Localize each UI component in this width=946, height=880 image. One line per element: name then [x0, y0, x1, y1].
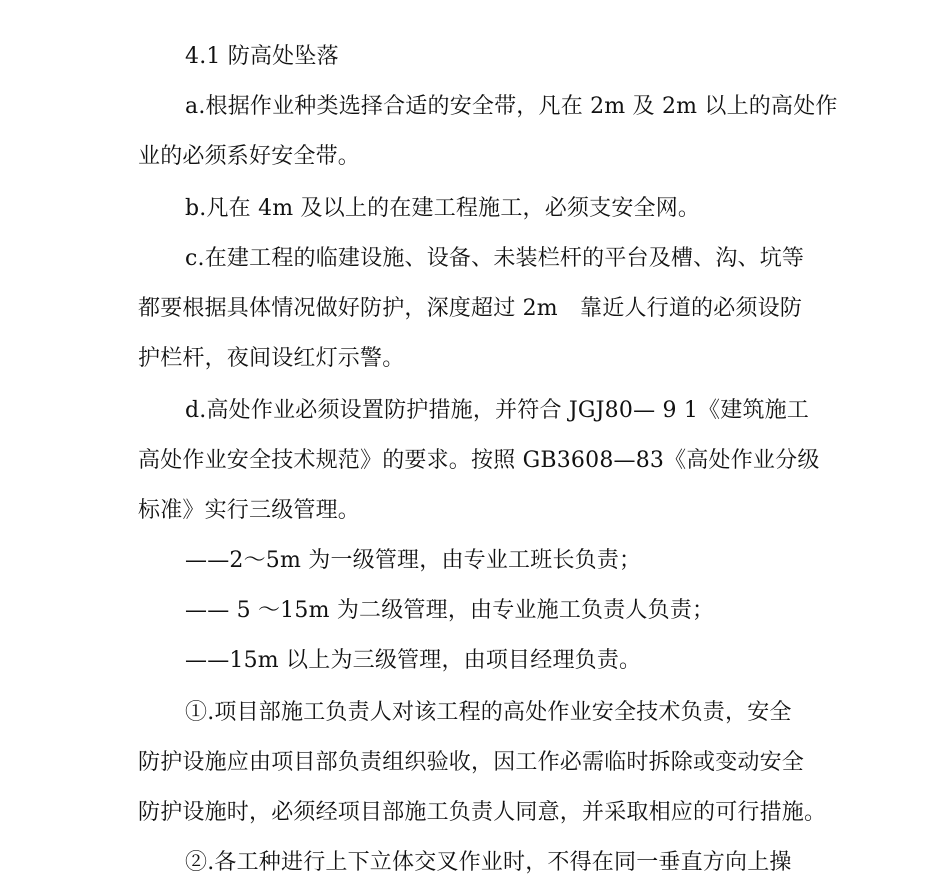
paragraph-line: 高处作业安全技术规范》的要求。按照 GB3608—83《高处作业分级 [138, 448, 820, 473]
list-item: ——2～5m 为一级管理，由专业工班长负责； [185, 548, 642, 573]
paragraph-line: 防护设施时，必须经项目部施工负责人同意，并采取相应的可行措施。 [138, 800, 827, 825]
paragraph-line: 标准》实行三级管理。 [138, 498, 361, 523]
paragraph-line: c.在建工程的临建设施、设备、未装栏杆的平台及槽、沟、坑等 [185, 246, 805, 271]
paragraph-line: d.高处作业必须设置防护措施，并符合 JGJ80— 9 1《建筑施工 [185, 398, 810, 423]
paragraph-line: 都要根据具体情况做好防护，深度超过 2m 靠近人行道的必须设防 [138, 296, 803, 321]
section-heading: 4.1 防高处坠落 [185, 44, 339, 69]
list-item: —— 5 ～15m 为二级管理，由专业施工负责人负责； [185, 598, 715, 623]
paragraph-line: ①.项目部施工负责人对该工程的高处作业安全技术负责，安全 [185, 700, 792, 725]
paragraph-line: a.根据作业种类选择合适的安全带，凡在 2m 及 2m 以上的高处作 [185, 94, 838, 119]
paragraph-line: 护栏杆，夜间设红灯示警。 [138, 346, 405, 371]
list-item: ——15m 以上为三级管理，由项目经理负责。 [185, 648, 642, 673]
paragraph-line: 防护设施应由项目部负责组织验收，因工作必需临时拆除或变动安全 [138, 750, 805, 775]
paragraph-line: ②.各工种进行上下立体交叉作业时，不得在同一垂直方向上操 [185, 850, 792, 875]
paragraph-line: 业的必须系好安全带。 [138, 144, 361, 169]
paragraph-line: b.凡在 4m 及以上的在建工程施工，必须支安全网。 [185, 196, 701, 221]
